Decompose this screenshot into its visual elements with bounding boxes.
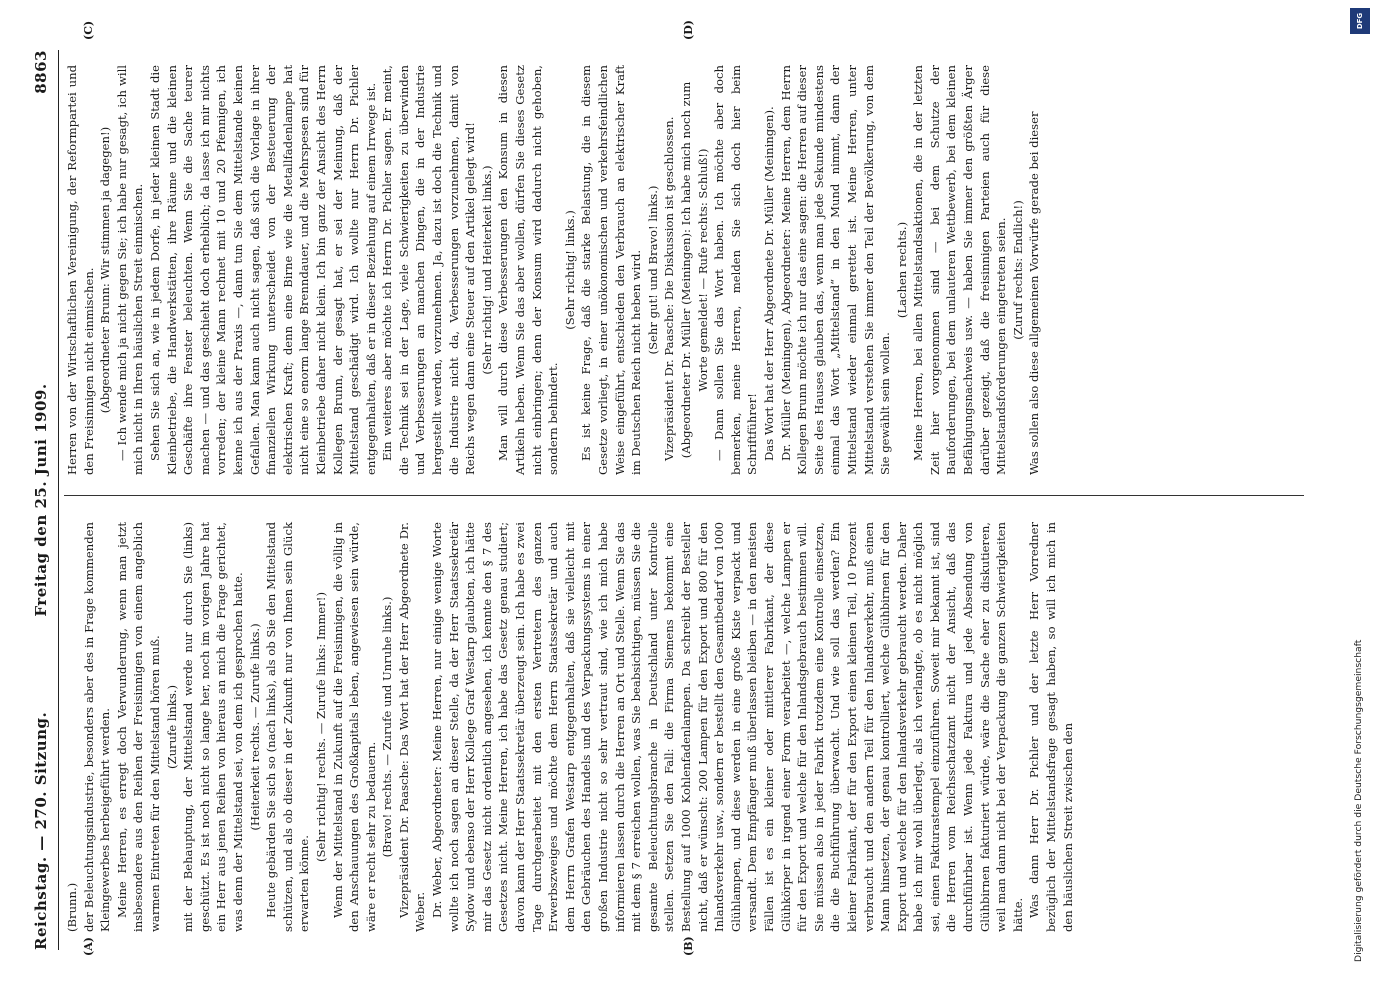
paragraph: Sehen Sie sich an, wie in jedem Dorfe, in jeder kleinen Stadt die Kleinbetriebe, die Handwerkstätten, ihre Räume und die kleinen Geschäfte ihre Fenster beleuchten. Wenn Sie die Sache teurer machen — und das geschieht doch erheblich; da lasse ich mir nichts vorreden; der kleine Mann rechnet mit 10 und 20 Pfennigen, ich kenne ich aus der Praxis —, dann tun Sie dem Mittelstande keinen Gefallen. Man kann auch nicht sagen, daß sich die Vorlage in ihrer finanziellen Wirkung unterscheidet von der Besteuerung der elektrischen Kraft; denn eine Birne wie die Metallfadenlampe hat nicht eine so enorm lange Brenndauer, und die Mehrspesen sind für Kleinbetriebe daher nicht klein. Ich bin ganz der Ansicht des Herrn Kollegen Brunn, der gesagt hat, er sei der Meinung, daß der Mittelstand geschädigt wird. Ich wollte nur Herrn Dr. Pichler entgegenhalten, daß er in dieser Beziehung auf einem Irrwege ist. [147, 65, 378, 475]
paragraph: Dr. Müller (Meiningen), Abgeordneter: Meine Herren, dem Herrn Kollegen Brunn möchte ich nur das eine sagen: die Herren auf dieser Seite des Hauses glauben das, wenn man jede Sekunde mindestens einmal das Wort „Mittelstand“ in den Mund nimmt, dann der Mittelstand wieder einmal gerettet ist. Meine Herren, unter Mittelstand verstehen Sie immer den Teil der Bevölkerung, von dem Sie gewählt sein wollen. [778, 65, 893, 475]
right-text-column [64, 65, 1043, 475]
paragraph: — Ich wende mich ja nicht gegen Sie; ich habe nur gesagt, ich will mich nicht in Ihren häuslichen Streit einmischen. [114, 65, 146, 475]
paragraph: Herren von der Wirtschaftlichen Vereinigung, der Reformpartei und den Freisinnigen nicht einmischen. [65, 65, 96, 475]
interjection: (Sehr gut! und Bravo! links.) [645, 185, 660, 355]
interjection: (Zuruf rechts: Endlich!) [1010, 200, 1025, 340]
paragraph: — Dann sollen Sie das Wort haben. Ich möchte aber doch bemerken, meine Herren, melden Sie sich doch hier beim Schriftführer! [712, 65, 760, 475]
header-rule [58, 50, 59, 950]
interjection: (Abgeordneter Brunn: Wir stimmen ja dagegen!) [98, 126, 113, 414]
paragraph: Was dann Herr Dr. Pichler und der letzte Herr Vorredner bezüglich der Mittelstandsfrage gesagt haben, so will ich mich in den häuslichen Streit zwischen den [1027, 522, 1075, 932]
credit-text: Digitalisierung gefördert durch die Deutsche Forschungsgemeinschaft [1353, 639, 1364, 962]
paragraph: Wenn der Mittelstand in Zukunft auf die Freisinnigen, die völlig in den Anschauungen des Großkapitals leben, angewiesen sein würde, wäre er recht sehr zu bedauern. [330, 522, 378, 932]
paragraph: Man will durch diese Verbesserungen den Konsum in diesen Artikeln heben. Wenn Sie das aber wollen, dürfen Sie dieses Gesetz nicht einbringen; denn der Konsum wird dadurch nicht gehoben, sondern behindert. [496, 65, 561, 475]
paragraph: Heute gebärden Sie sich so (nach links), als ob Sie den Mittelstand schützen, und als ob dieser in der Zukunft nur von Ihnen sein Glück erwarten könne. [264, 522, 312, 932]
interjection: (Zurufe links.) [164, 685, 179, 769]
paragraph: Was sollen also diese allgemeinen Vorwürfe gerade bei dieser [1027, 111, 1042, 475]
paragraph: Dr. Weber, Abgeordneter: Meine Herren, nur einige wenige Worte wollte ich noch sagen an dieser Stelle, da der Herr Staatssekretär Sydow und ebenso der Herr Kollege Graf Westarp glaubten, ich hätte mir das Gesetz nicht ordentlich angesehen, ich kennte den § 7 des Gesetzes nicht. Meine Herren, ich habe das Gesetz genau studiert; davon kann der Herr Staatssekretär überzeugt sein. Ich habe es zwei Tage durchgearbeitet mit den ersten Vertretern des ganzen Erwerbszweiges und möchte dem Herrn Staatssekretär und auch dem Herrn Grafen Westarp entgegenhalten, daß sie vielleicht mit den Gebräuchen des Handels und des Verpackungssystems in einer großen Industrie nicht so sehr vertraut sind, wie ich mich habe informieren lassen durch die Herren an Ort und Stelle. Wenn Sie das mit dem § 7 erreichen wollen, was Sie beabsichtigen, müssen Sie die gesamte Beleuchtungsbranche in Deutschland unter Kontrolle stellen. Setzen Sie den Fall: die Firma Siemens bekommt eine Bestellung auf 1000 Kohlenfadenlampen. Da schreibt der Besteller nicht, daß er wünscht: 200 Lampen für den Export und 800 für den Inlandsverkehr usw., sondern er bestellt den Gesamtbedarf von 1000 Glühlampen, und diese werden in eine große Kiste verpackt und versandt. Dem Empfänger muß überlassen bleiben — in den meisten Fällen ist es ein kleiner oder mittlerer Fabrikant, der diese Glühkörper in irgend einer Form verarbeitet —, welche Lampen er für den Export und welche für den Inlandsgebrauch bestimmen will. Sie müssen also in jeder Fabrik trotzdem eine Kontrolle einsetzen, die die Buchführung überwacht. Und wie soll das werden? Ein kleiner Fabrikant, der für den Export einen kleinen Teil, 10 Prozent verbraucht und den andern Teil für den Inlandsverkehr, muß einen Mann hinsetzen, der genau kontrolliert, welche Glühbirnen für den Export und welche für den Inlandsverkehr gebraucht werden. Daher habe ich mir wohl überlegt, als ich verlangte, ob es nicht möglich sei, einen Fakturastempel einzuführen. Soweit mir bekannt ist, sind die Herren vom Reichsschatzamt nicht der Ansicht, daß das durchführbar ist. Wenn jede Faktura und jede Absendung von Glühbirnen fakturiert würde, wäre die Sache eher zu diskutieren, weil man dann nicht bei der Verpackung die ganzen Schwierigkeiten hätte. [430, 522, 1025, 932]
paragraph: Meine Herren, es erregt doch Verwunderung, wenn man jetzt insbesondere aus den Reihen der Freisinnigen von einem angeblich warmen Eintreten für den Mittelstand hören muß. [114, 522, 162, 932]
margin-mark-d: (D) [682, 20, 695, 40]
margin-mark-a: (A) [82, 937, 95, 956]
column-divider [64, 495, 1304, 496]
digitization-credit [1342, 8, 1376, 992]
interjection: (Sehr richtig! und Heiterkeit links.) [479, 165, 494, 375]
interjection: (Sehr richtig! links.) [562, 210, 577, 330]
header-page-number: 8863 [32, 50, 50, 94]
paragraph: Ein weiteres aber möchte ich Herrn Dr. Pichler sagen. Er meint, die Technik sei in der Lage, viele Schwierigkeiten zu überwinden und Verbesserungen an manchen Dingen, die in der Industrie hergestellt werden, vorzunehmen. Ja, dazu ist doch die Technik und die Industrie nicht da, Verbesserungen vorzunehmen, damit von Reichs wegen dann eine Steuer auf den Artikel gelegt wird! [380, 65, 478, 475]
paragraph: Das Wort hat der Herr Abgeordnete Dr. Müller (Meiningen). [761, 106, 776, 461]
presiding-remark: Vizepräsident Dr. Paasche: Das Wort hat der Herr Abgeordnete Dr. Weber. [396, 522, 428, 932]
left-text-column [64, 522, 1076, 932]
paragraph: mit der Behauptung, der Mittelstand werde nur durch Sie (links) geschützt. Es ist noch nicht so lange her, noch im vorigen Jahre hat ein Herr aus jenen Reihen von hieraus an mich die Frage gerichtet, was denn der Mittelstand sei, von dem ich gesprochen hatte. [181, 522, 245, 932]
speaker-tag: (Brunn.) [65, 882, 79, 932]
interjection: (Abgeordneter Dr. Müller (Meiningen): Ich habe mich noch zum Worte gemeldet! — Rufe rechts: Schluß!) [678, 81, 710, 459]
paragraph: Meine Herren, bei allen Mittelstandsaktionen, die in der letzten Zeit hier vorgenommen sind — bei dem Schutze der Bauforderungen, bei dem unlauteren Wettbewerb, bei dem kleinen Befähigungsnachweis usw. — haben Sie immer den größten Ärger darüber gezeigt, daß die freisinnigen Parteien auch für diese Mittelstandsforderungen eingetreten seien. [911, 65, 1009, 475]
paragraph: Es ist keine Frage, daß die starke Belastung, die in diesem Gesetze vorliegt, in einer unökonomischen und verkehrsfeindlichen Weise eingeführt, entschieden den Verbrauch an elektrischer Kraft im Deutschen Reich nicht heben wird. [579, 65, 644, 475]
interjection: (Heiterkeit rechts. — Zurufe links.) [247, 623, 262, 831]
interjection: (Sehr richtig! rechts. — Zurufe links: Immer!) [313, 592, 328, 862]
interjection: (Lachen rechts.) [894, 221, 909, 319]
presiding-remark: Vizepräsident Dr. Paasche: Die Diskussion ist geschlossen. [662, 116, 677, 461]
header-date: Freitag den 25. Juni 1909. [32, 383, 50, 617]
interjection: (Bravo! rechts. — Zurufe und Unruhe links.) [380, 596, 395, 858]
margin-mark-c: (C) [82, 20, 95, 40]
page-header [32, 50, 56, 950]
margin-mark-b: (B) [682, 936, 695, 956]
dfg-logo-icon: DFG [1350, 8, 1370, 34]
header-session: Reichstag. — 270. Sitzung. [32, 711, 50, 950]
paragraph: der Beleuchtungsindustrie, besonders aber des in Frage kommenden Kleingewerbes herbeigeführt werden. [81, 522, 113, 932]
